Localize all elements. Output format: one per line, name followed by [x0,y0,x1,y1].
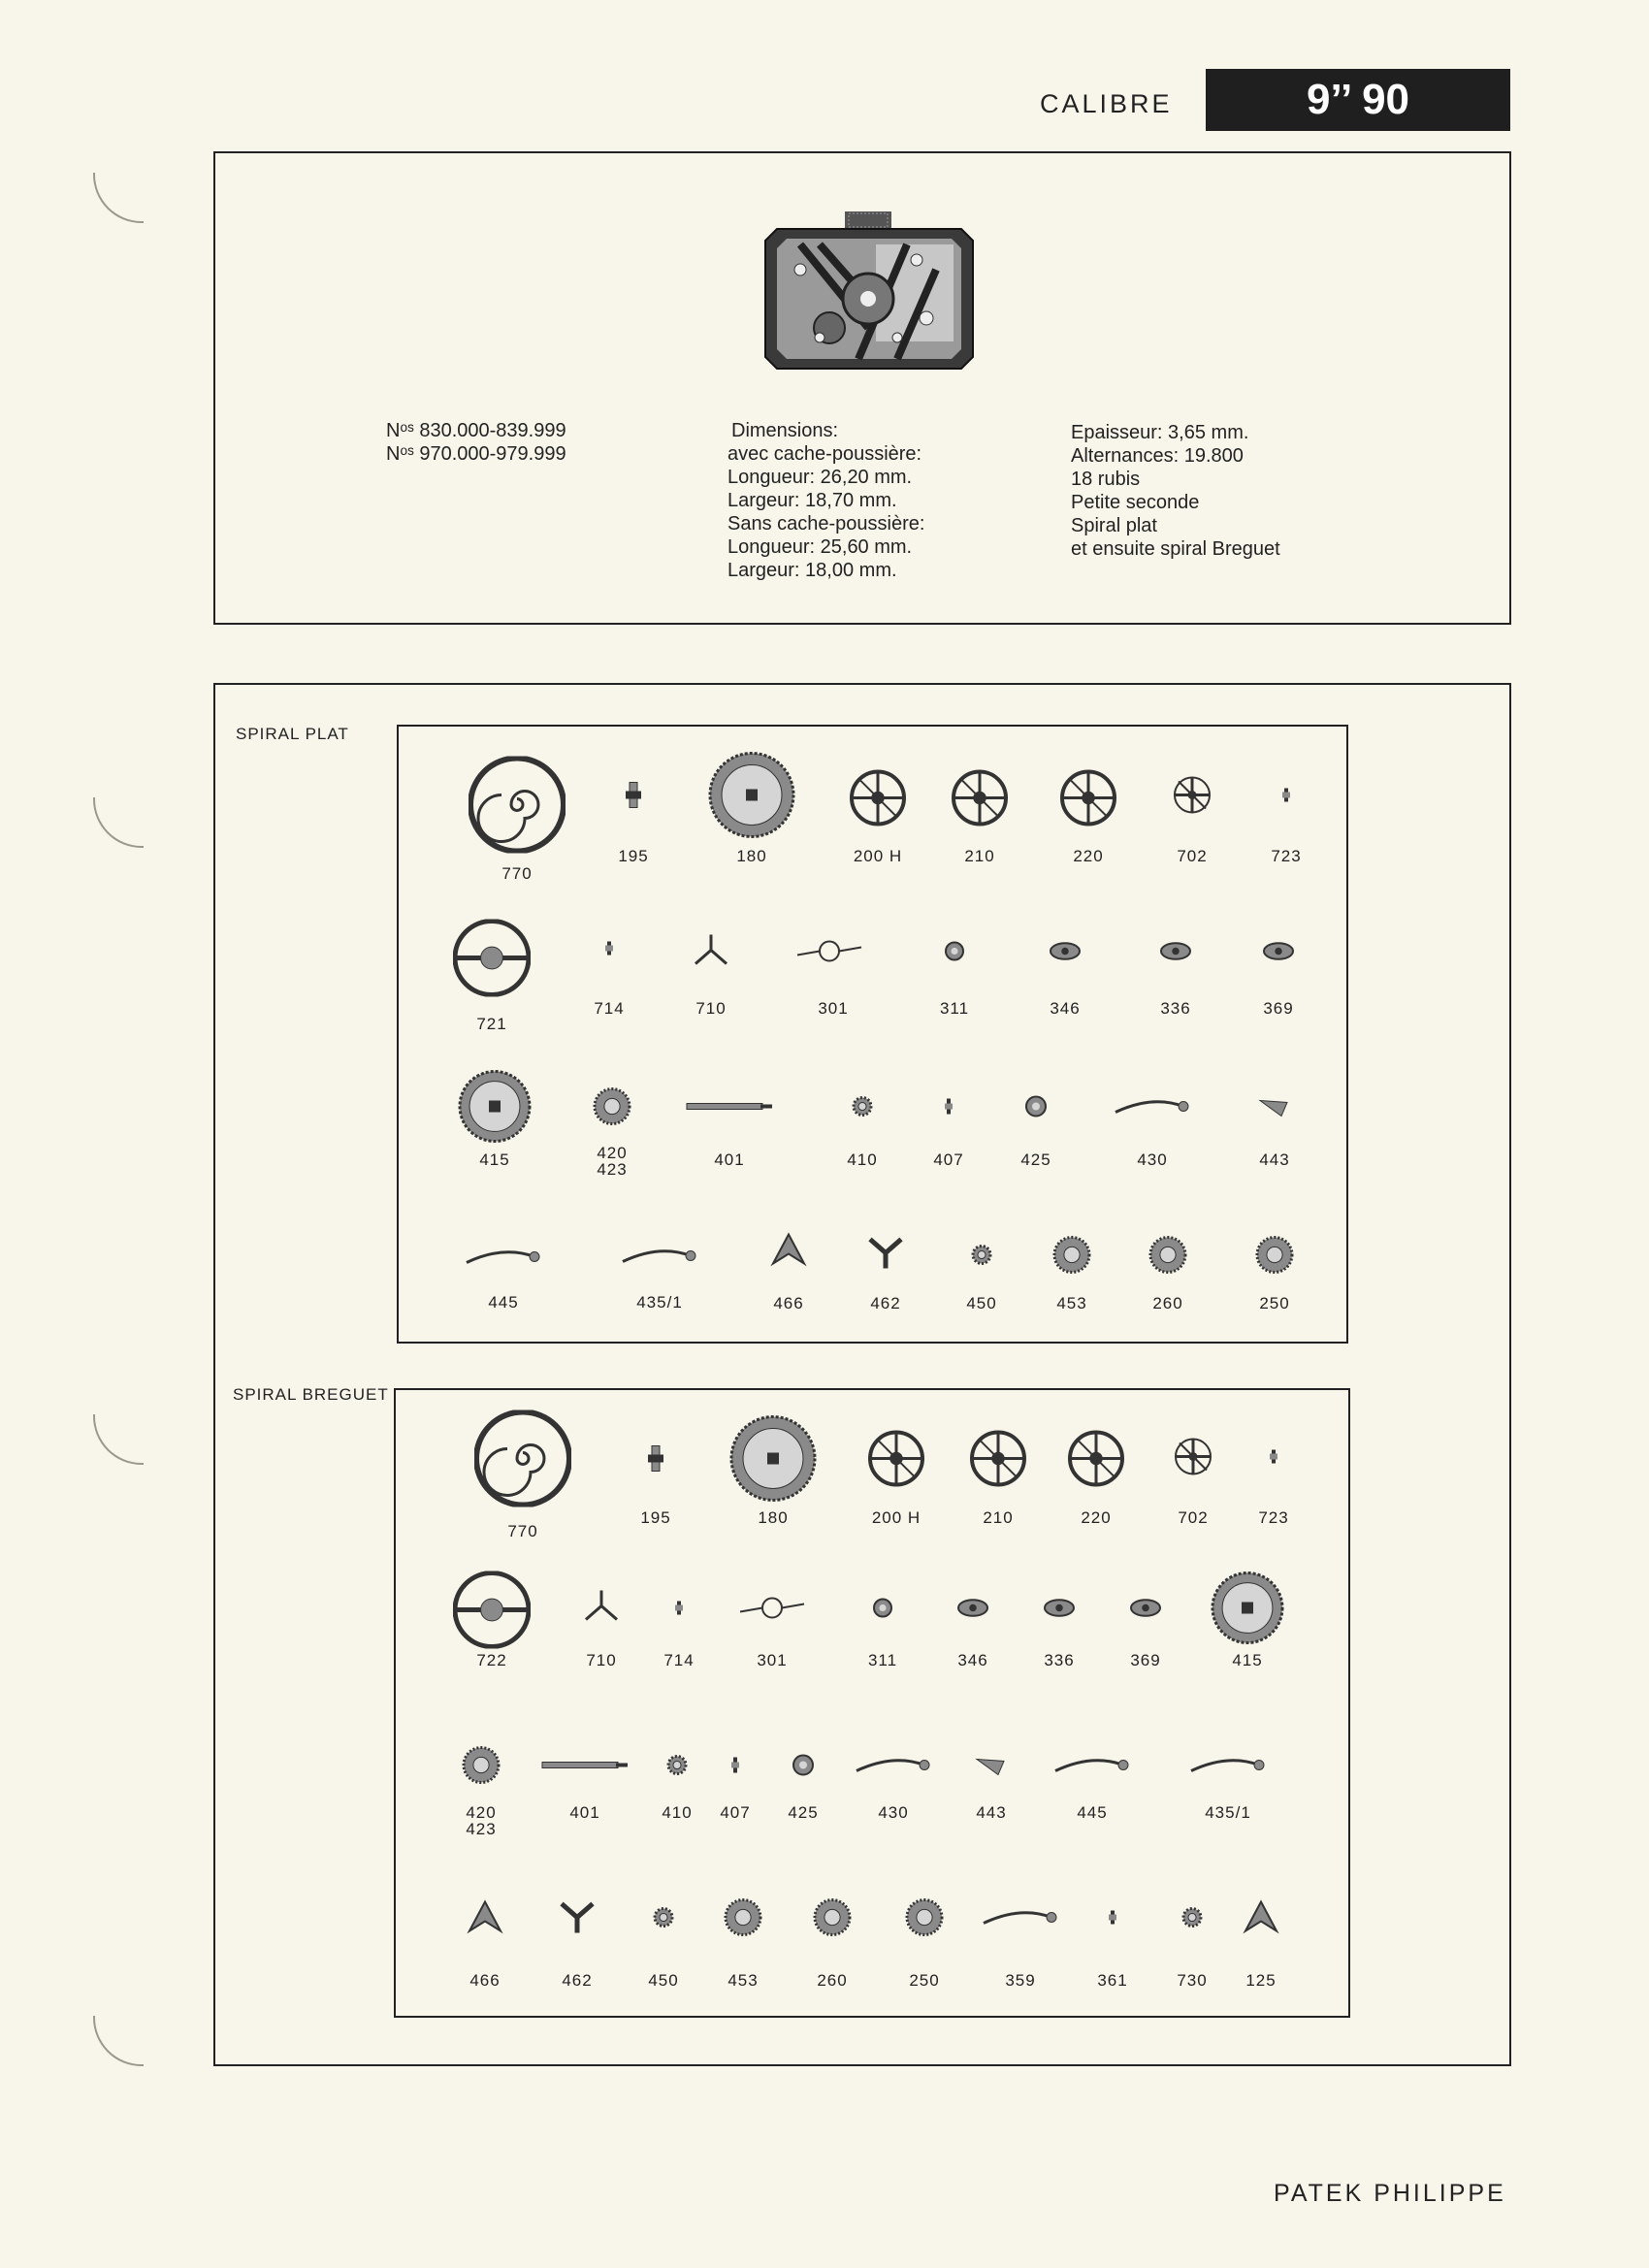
part-number: 125 [1245,1971,1277,1990]
pinion-icon [1181,1907,1203,1933]
part-number: 346 [1050,999,1081,1018]
section-title-spiral-plat: SPIRAL PLAT [236,725,349,743]
serial-numbers [386,419,566,466]
part-number: 443 [976,1803,1007,1822]
part-number: 462 [562,1971,593,1990]
serial-range: Nᵒˢ 970.000-979.999 [386,443,566,465]
spring-icon [1114,1068,1191,1150]
dimension-line: avec cache-poussière: [728,443,922,465]
crown-wheel-icon [1211,1571,1284,1650]
calibre-label: CALIBRE [1040,89,1173,118]
part-number: 401 [569,1803,600,1822]
movement-image [761,211,977,373]
part-number: 450 [966,1294,997,1312]
part-number: 425 [788,1803,819,1822]
wheel-icon [970,1431,1026,1492]
click-icon [1258,1090,1291,1128]
jewel-plate-icon [956,1592,989,1630]
barrel-icon [729,1415,817,1507]
part-number: 260 [1152,1294,1183,1312]
crown-wheel-icon [458,1070,532,1149]
dimension-line: Largeur: 18,70 mm. [728,490,897,511]
pin-icon [600,940,618,962]
part-number: 462 [870,1294,901,1312]
calibre-number: 9’’ 90 [1206,69,1510,131]
part-number: 180 [758,1508,789,1527]
part-number: 346 [957,1651,988,1669]
spec-line: Alternances: 19.800 [1071,445,1244,467]
pin-icon [670,1600,688,1622]
part-number: 445 [1077,1803,1108,1822]
serial-range: Nᵒˢ 830.000-839.999 [386,420,566,441]
specs-block [1071,421,1280,561]
part-number: 407 [933,1150,964,1169]
small-part-icon [792,1754,815,1782]
pinion-icon [971,1245,992,1271]
gear-icon [813,1898,852,1942]
part-number: 453 [1056,1294,1087,1312]
pinion-icon [852,1096,873,1122]
jewel-plate-icon [1049,935,1082,973]
part-number: 710 [586,1651,617,1669]
yoke-icon [866,1234,905,1278]
part-number: 200 H [853,847,903,865]
balance-spiral-icon [474,1410,571,1512]
part-number: 420 423 [597,1144,628,1179]
bridge-icon [466,1898,504,1942]
part-number: 301 [757,1651,788,1669]
dimension-line: Dimensions: [731,420,839,441]
winding-stem-icon [685,1062,774,1156]
yoke-icon [558,1898,597,1942]
binder-hole [93,797,144,848]
gear-icon [593,1087,631,1131]
part-number: 210 [983,1508,1014,1527]
binder-hole [93,173,144,223]
part-number: 410 [847,1150,878,1169]
clutch-icon [726,1756,745,1780]
part-number: 311 [867,1651,898,1669]
part-number: 410 [662,1803,693,1822]
spring-icon [855,1727,932,1809]
part-number: 260 [817,1971,848,1990]
part-number: 770 [501,864,533,883]
part-number: 435/1 [1205,1803,1251,1822]
part-number: 435/1 [636,1293,683,1312]
part-number: 466 [469,1971,501,1990]
part-number: 369 [1130,1651,1161,1669]
clutch-icon [939,1097,958,1121]
bridge-icon [769,1231,808,1275]
balance-icon [453,1571,531,1654]
part-number: 401 [714,1150,745,1169]
part-number: 369 [1263,999,1294,1018]
part-number: 195 [618,847,649,865]
part-number: 722 [476,1651,507,1669]
part-number: 466 [773,1294,804,1312]
part-number: 443 [1259,1150,1290,1169]
small-part-icon [1024,1095,1048,1123]
lever-arm-icon [1053,1727,1131,1809]
spec-line: Spiral plat [1071,515,1157,536]
part-number: 714 [663,1651,695,1669]
barrel-icon [708,752,795,844]
part-number: 425 [1020,1150,1051,1169]
part-number: 714 [594,999,625,1018]
stem-icon [619,781,648,815]
part-number: 359 [1005,1971,1036,1990]
gear-icon [1148,1236,1187,1280]
spring-icon [621,1217,698,1300]
part-number: 430 [1137,1150,1168,1169]
pin-icon [1265,1448,1282,1471]
gear-icon [905,1898,944,1942]
gear-icon [1255,1236,1294,1280]
part-number: 415 [479,1150,510,1169]
dimension-line: Longueur: 26,20 mm. [728,467,913,488]
spring-icon [982,1879,1059,1961]
part-number: 430 [878,1803,909,1822]
dimension-line: Largeur: 18,00 mm. [728,560,897,581]
part-number: 723 [1271,847,1302,865]
gear-icon [1052,1236,1091,1280]
spec-line: Petite seconde [1071,492,1200,513]
dimension-line: Sans cache-poussière: [728,513,925,535]
jewel-plate-icon [1159,935,1192,973]
part-number: 721 [476,1015,507,1033]
part-number: 250 [1259,1294,1290,1312]
brand-name: PATEK PHILIPPE [1274,2180,1506,2207]
part-number: 336 [1044,1651,1075,1669]
pin-icon [1104,1909,1121,1931]
pin-icon [1277,787,1295,809]
part-number: 415 [1232,1651,1263,1669]
part-number: 301 [818,999,849,1018]
wheel-icon [850,770,906,831]
part-number: 220 [1081,1508,1112,1527]
part-number: 702 [1178,1508,1209,1527]
jewel-plate-icon [1262,935,1295,973]
winding-stem-icon [540,1721,630,1815]
gear-icon [462,1746,501,1790]
part-number: 723 [1258,1508,1289,1527]
stem-icon [641,1444,670,1478]
part-number: 220 [1073,847,1104,865]
part-number: 250 [909,1971,940,1990]
wheel-icon [1068,1431,1124,1492]
part-number: 710 [695,999,727,1018]
escape-wheel-icon [1173,776,1212,820]
part-number: 180 [736,847,767,865]
dimension-line: Longueur: 25,60 mm. [728,536,913,558]
jewel-icon [872,1598,893,1624]
pinion-icon [666,1755,688,1781]
part-number: 195 [640,1508,671,1527]
lever-arm-icon [465,1218,542,1301]
pinion-icon [653,1907,674,1933]
dimensions-block [728,419,924,582]
binder-hole [93,1414,144,1465]
balance-spiral-icon [469,757,566,859]
bridge-icon [1242,1898,1280,1942]
lever-icon [582,1587,621,1631]
click-icon [975,1749,1008,1787]
part-number: 730 [1177,1971,1208,1990]
part-number: 702 [1177,847,1208,865]
part-number: 336 [1160,999,1191,1018]
part-number: 361 [1097,1971,1128,1990]
part-number: 210 [964,847,995,865]
part-number: 450 [648,1971,679,1990]
jewel-icon [944,941,965,967]
regulator-icon [795,918,863,990]
part-number: 407 [720,1803,751,1822]
part-number: 453 [728,1971,759,1990]
part-number: 420 423 [466,1803,497,1838]
part-number: 311 [939,999,970,1018]
spec-line: Epaisseur: 3,65 mm. [1071,422,1249,443]
part-number: 770 [507,1522,538,1540]
section-title-spiral-breguet: SPIRAL BREGUET [233,1385,389,1404]
wheel-icon [952,770,1008,831]
wheel-icon [868,1431,924,1492]
part-number: 445 [488,1293,519,1312]
regulator-icon [738,1574,806,1647]
spec-line: et ensuite spiral Breguet [1071,538,1280,560]
part-number: 200 H [871,1508,922,1527]
lever-icon [692,931,730,975]
balance-icon [453,920,531,1002]
jewel-plate-icon [1129,1592,1162,1630]
spring-icon [1189,1727,1267,1809]
jewel-plate-icon [1043,1592,1076,1630]
binder-hole [93,2016,144,2066]
escape-wheel-icon [1174,1438,1212,1481]
gear-icon [724,1898,762,1942]
spec-line: 18 rubis [1071,469,1141,490]
wheel-icon [1060,770,1116,831]
